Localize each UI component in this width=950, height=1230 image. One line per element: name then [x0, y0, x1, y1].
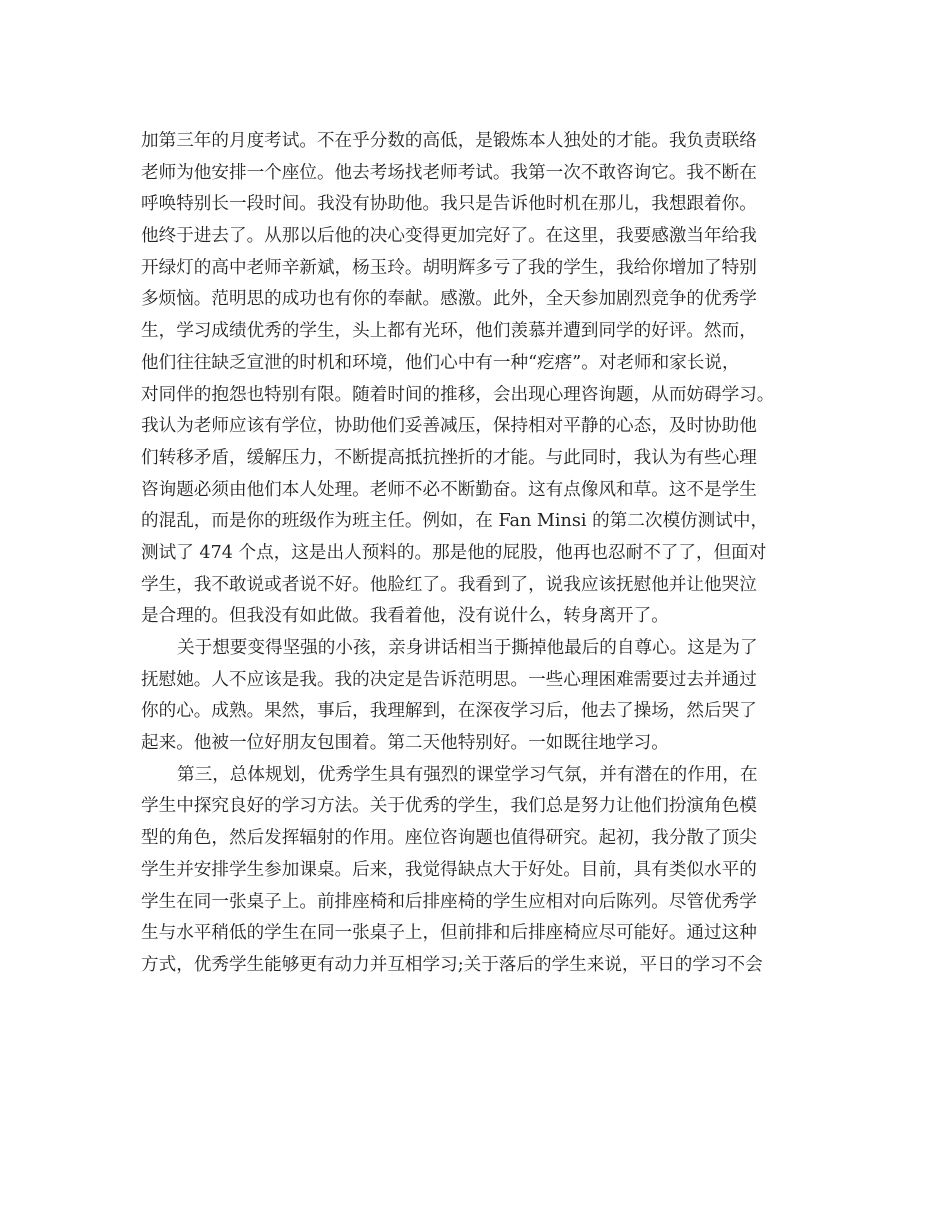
text-line: 学生，我不敢说或者说不好。他脸红了。我看到了，说我应该抚慰他并让他哭泣 [141, 574, 757, 595]
text-line: 老师为他安排一个座位。他去考场找老师考试。我第一次不敢咨询它。我不断在 [141, 162, 757, 183]
text-line: 多烦恼。范明思的成功也有你的奉献。感激。此外，全天参加剧烈竞争的优秀学 [141, 289, 757, 310]
text-line: 第三，总体规划，优秀学生具有强烈的课堂学习气氛，并有潜在的作用，在 [177, 764, 758, 785]
text-line: 你的心。成熟。果然，事后，我理解到，在深夜学习后，他去了操场，然后哭了 [141, 701, 757, 722]
text-line: 们转移矛盾，缓解压力，不断提高抵抗挫折的才能。与此同时，我认为有些心理 [141, 447, 757, 468]
text-line: 生，学习成绩优秀的学生，头上都有光环，他们羡慕并遭到同学的好评。然而， [141, 321, 757, 342]
text-line: 呼唤特别长一段时间。我没有协助他。我只是告诉他时机在那儿，我想跟着你。 [141, 194, 757, 215]
text-line: 关于想要变得坚强的小孩，亲身讲话相当于撕掉他最后的自尊心。这是为了 [177, 638, 758, 658]
text-line: 方式，优秀学生能够更有动力并互相学习;关于落后的学生来说，平日的学习不会 [141, 954, 763, 975]
text-line: 开绿灯的高中老师辛新斌，杨玉玲。胡明辉多亏了我的学生，我给你增加了特别 [141, 257, 757, 278]
text-line: 是合理的。但我没有如此做。我看着他，没有说什么，转身离开了。 [141, 606, 669, 627]
text-line: 对同伴的抱怨也特别有限。随着时间的推移，会出现心理咨询题，从而妨碍学习。 [141, 384, 775, 405]
text-line: 他们往往缺乏宣泄的时机和环境，他们心中有一种“疙瘩”。对老师和家长说， [141, 352, 740, 373]
text-line: 咨询题必须由他们本人处理。老师不必不断勤奋。这有点像风和草。这不是学生 [141, 479, 757, 500]
body-text [141, 126, 841, 982]
text-line: 我认为老师应该有学位，协助他们妥善减压，保持相对平静的心态，及时协助他 [141, 416, 757, 437]
text-line: 抚慰她。人不应该是我。我的决定是告诉范明思。一些心理困难需要过去并通过 [141, 669, 757, 690]
text-line: 学生中探究良好的学习方法。关于优秀的学生，我们总是努力让他们扮演角色模 [141, 796, 757, 817]
text-line: 加第三年的月度考试。不在乎分数的高低，是锻炼本人独处的才能。我负责联络 [141, 131, 757, 151]
text-line: 生与水平稍低的学生在同一张桌子上，但前排和后排座椅应尽可能好。通过这种 [141, 923, 757, 944]
text-line: 他终于进去了。从那以后他的决心变得更加完好了。在这里，我要感激当年给我 [141, 226, 757, 247]
text-line: 学生并安排学生参加课桌。后来，我觉得缺点大于好处。目前，具有类似水平的 [141, 859, 757, 880]
paragraph-3 [141, 760, 841, 982]
text-line: 学生在同一张桌子上。前排座椅和后排座椅的学生应相对向后陈列。尽管优秀学 [141, 891, 757, 912]
paragraph-1 [141, 126, 841, 633]
text-line: 起来。他被一位好朋友包围着。第二天他特别好。一如既往地学习。 [141, 733, 669, 754]
text-line: 型的角色，然后发挥辐射的作用。座位咨询题也值得研究。起初，我分散了顶尖 [141, 828, 757, 849]
paragraph-2 [141, 633, 841, 760]
text-line: 测试了 474 个点，这是出人预料的。那是他的屁股，他再也忍耐不了了，但面对 [141, 542, 767, 563]
text-line: 的混乱，而是你的班级作为班主任。例如，在 Fan Minsi 的第二次模仿测试中， [141, 511, 769, 532]
